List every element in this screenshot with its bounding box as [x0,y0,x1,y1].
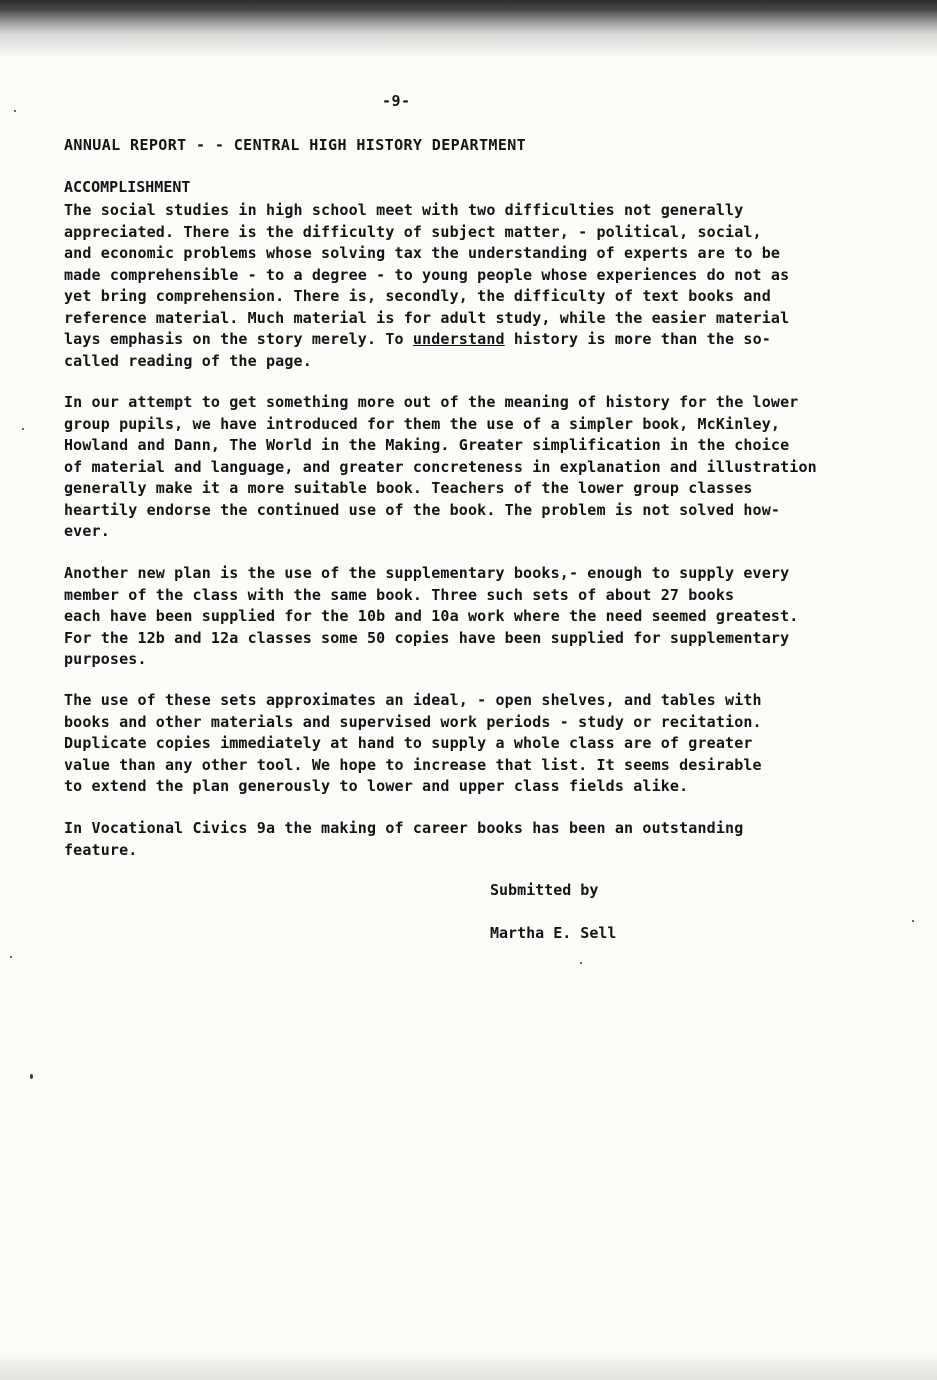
signature-name: Martha E. Sell [490,924,617,942]
text-line: value than any other tool. We hope to increase that list. It seems desirable [64,755,762,774]
scan-bottom-edge [0,1350,937,1380]
scan-speckle [14,110,16,112]
text-line: The social studies in high school meet with two difficulties not generally [64,201,744,219]
page-number: -9- [382,92,411,110]
text-line: heartily endorse the continued use of the book. The problem is not solved how- [64,500,781,519]
section-heading: ACCOMPLISHMENT [64,178,191,196]
scan-speckle [912,920,914,922]
text-line: generally make it a more suitable book. Teachers of the lower group classes [64,479,753,497]
text-segment: lays emphasis on the story merely. To [64,330,413,348]
text-line: books and other materials and supervised work periods - study or recitation. [64,712,762,731]
scan-speckle [22,428,24,430]
text-line: to extend the plan generously to lower and upper class fields alike. [64,777,689,795]
text-line-with-underline [64,329,914,351]
text-line: feature. [64,840,138,859]
paragraph-5 [64,818,914,861]
text-line: made comprehensible - to a degree - to young people whose experiences do not as [64,265,790,284]
text-line: reference material. Much material is for adult study, while the easier material [64,308,790,327]
text-line: Duplicate copies immediately at hand to supply a whole class are of greater [64,734,753,752]
text-line: purposes. [64,650,147,668]
text-line: For the 12b and 12a classes some 50 copies have been supplied for supplementary [64,628,790,647]
underlined-word: understand [412,330,505,348]
scan-top-edge [0,0,937,60]
text-line: yet bring comprehension. There is, secondly, the difficulty of text books and [64,287,771,305]
paragraph-2 [64,392,914,543]
text-line: of material and language, and greater concreteness in explanation and illustration [64,457,817,476]
text-line: Howland and Dann, The World in the Making. Greater simplification in the choice [64,436,790,454]
text-line: ever. [64,522,110,540]
text-line: In our attempt to get something more out of the meaning of history for the lower [64,393,799,411]
paragraph-3 [64,563,914,671]
text-line: and economic problems whose solving tax the understanding of experts are to be [64,244,781,262]
paragraph-4 [64,690,914,798]
text-line: Another new plan is the use of the supplementary books,- enough to supply every [64,564,790,582]
scan-speckle [580,962,582,964]
text-line: In Vocational Civics 9a the making of career books has been an outstanding [64,819,744,837]
text-line: appreciated. There is the difficulty of subject matter, - political, social, [64,222,762,241]
paragraph-1 [64,200,914,372]
text-line: each have been supplied for the 10b and 10a work where the need seemed greatest. [64,607,799,625]
text-line: The use of these sets approximates an ideal, - open shelves, and tables with [64,691,762,709]
scan-speckle [30,1074,33,1079]
text-line: member of the class with the same book. Three such sets of about 27 books [64,585,735,604]
text-line: group pupils, we have introduced for them the use of a simpler book, McKinley, [64,414,781,433]
scan-speckle [10,956,12,958]
signature-label: Submitted by [490,881,599,899]
document-title: ANNUAL REPORT - - CENTRAL HIGH HISTORY DEPARTMENT [64,136,527,154]
text-segment: history is more than the so- [504,330,771,348]
text-line: called reading of the page. [64,351,312,370]
